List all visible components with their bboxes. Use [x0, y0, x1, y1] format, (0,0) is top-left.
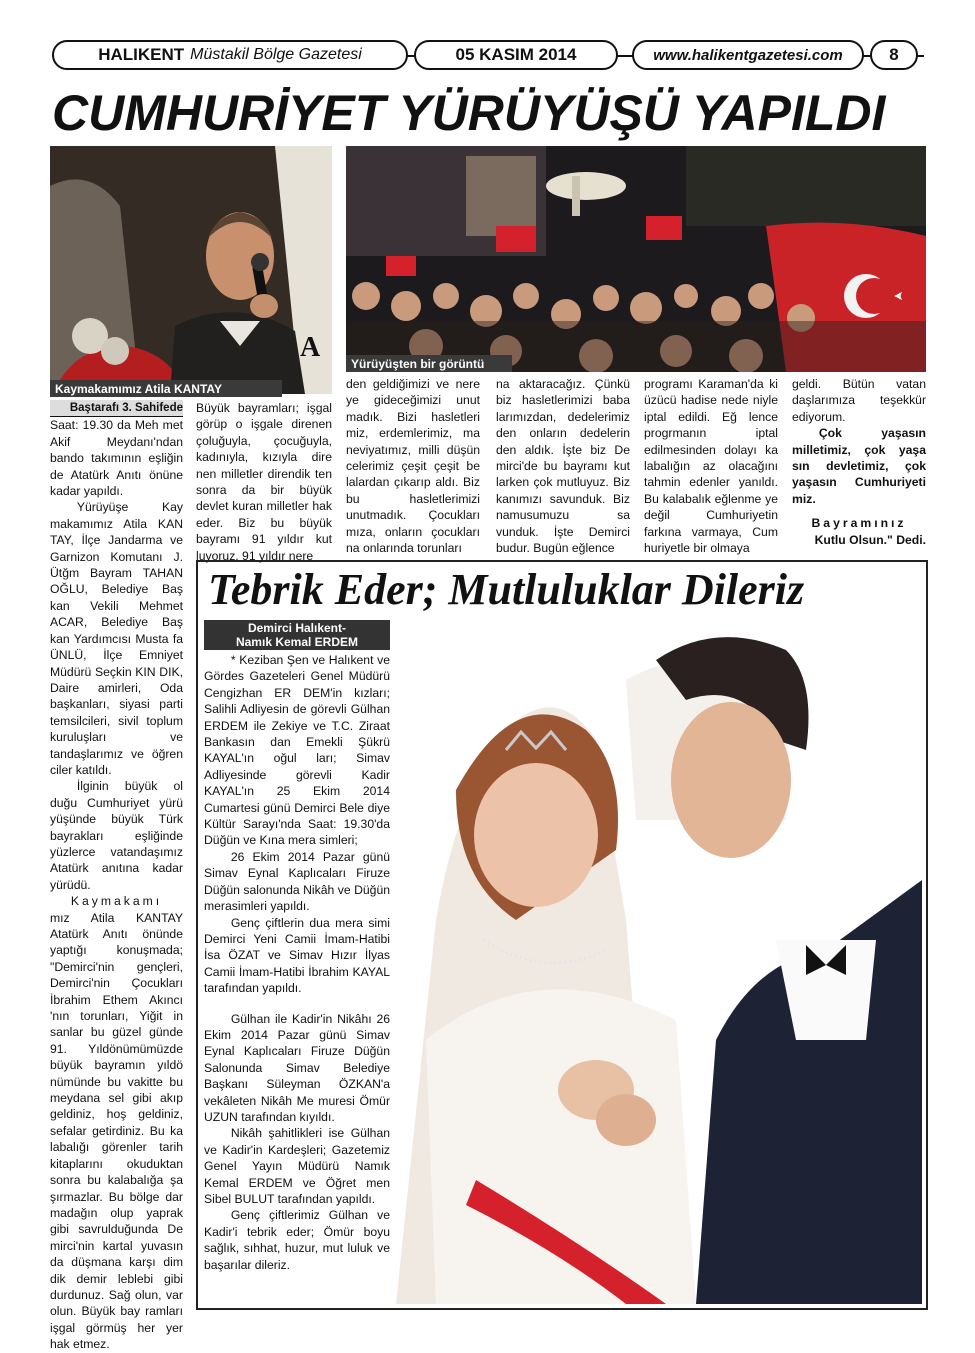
article-col2-text: Büyük bayramları; işgal görüp o işgale direnen çoluğuyla, çocuğuyla, kadınıyla, kızıyla dire nen milletler direndik ten sonra da bir büyük devlet kuran milletler hak eder. Biz bu büyük bayramı 91 yıldır kut luyoruz. 91 yıldır nere — [196, 401, 332, 563]
wedding-paragraph-2: 26 Ekim 2014 Pazar günü Simav Eynal Kaplıcaları Firuze Düğün salonunda Nikâh ve Düğün merasimleri yapıldı. — [204, 849, 390, 914]
article-col1-p2: Yürüyüşe Kay makamımız Atila KAN TAY, İlçe Jandarma ve Garnizon Komutanı J. Ütğm Bayram TAHAN OĞLU, Belediye Baş kan Vekili Mehmet ACAR, Belediye Baş kan Yardımcısı Musta fa ÜNLÜ, İlçe Emniyet Müdürü Seçkin KIN DIK, Daire amirleri, Oda başkanları, siyasi parti temsilcileri, sivil toplum kuruluşları ve tandaşlarımız ve öğren ciler katıldı. — [50, 500, 183, 777]
speaker-photo — [50, 146, 332, 394]
wedding-sender-line2: Namık Kemal ERDEM — [235, 635, 359, 649]
article-column-6 — [792, 376, 926, 548]
article-col1-p3: İlginin büyük ol duğu Cumhuriyet yürü yüşünde büyük Türk bayrakları eşliğinde yüzlerce vatandaşımız Atatürk anıtına kadar yürüdü. — [50, 779, 183, 892]
article-col6-intro: geldi. Bütün vatan daşlarımıza teşekkür ediyorum. — [792, 377, 926, 424]
article-col6-closing-1: Bayramınız — [811, 516, 907, 531]
article-column-1 — [50, 400, 183, 1353]
article-column-5 — [644, 376, 778, 556]
speaker-photo-graphic — [50, 146, 332, 394]
article-col4-text: na aktaracağız. Çünkü biz hasletlerimizi baba larımızdan, dedelerimiz den onların dedelerin den aldık. İşte biz De mirci'de bu bayramı kut larken çok mutluyuz. Biz kanımızı savunduk. Biz namusumuzu sa vunduk. İşte Demirci budur. Bugün eğlence — [496, 377, 630, 556]
wedding-text-column — [204, 652, 390, 1273]
page-number: 8 — [889, 45, 899, 64]
crowd-photo-graphic — [346, 146, 926, 372]
article-col1-p1: Saat: 19.30 da Meh met Akif Meydanı'ndan bando takımının eşliğin de Atatürk Anıtı önüne kadar yapıldı. — [50, 418, 183, 499]
masthead-brand: HALIKENT — [98, 45, 185, 64]
article-col1-p4: Kaymakamı — [70, 894, 163, 909]
masthead-brand-pill — [52, 40, 408, 70]
article-column-4 — [496, 376, 630, 556]
article-col6-bold: Çok yaşasın milletimiz, çok yaşa sın devletimiz, çok yaşasın Cumhuriyeti miz. — [792, 426, 926, 506]
wedding-paragraph-3: Genç çiftlerin dua mera simi Demirci Yeni Camii İmam-Hatibi İsa ÖZAT ve Simav Hızır İlyas Camii İmam-Hatibi İbrahim KAYAL tarafından yapıldı. — [204, 915, 390, 996]
wedding-paragraph-6: Genç çiftlerimiz Gülhan ve Kadir'i tebrik eder; Ömür boyu sağlık, sıhhat, huzur, mut luluk ve başarılar dileriz. — [204, 1208, 390, 1272]
wedding-sender-tag — [204, 620, 390, 650]
wedding-couple-photo — [396, 620, 922, 1304]
svg-text:A: A — [300, 332, 321, 363]
page-number-pill — [870, 40, 918, 70]
masthead-subtitle: Müstakil Bölge Gazetesi — [190, 46, 362, 63]
wedding-paragraph-1: * Keziban Şen ve Halıkent ve Gördes Gazeteleri Genel Müdürü Cengizhan ER DEM'in kızları; Salihli Adliyesin de görevli Gülhan ERDEM ile Zekiye ve T.C. Ziraat Bankasın dan Emekli Şükrü KAYAL'ın oğul ları; Simav Adliyesinde görevli Kadir KAYAL'ın 25 Ekim 2014 Cumartesi günü Demirci Bele diye Kültür Sarayı'nda Saat: 19.30'da Düğün ve Kına mera simleri; — [204, 653, 390, 848]
crowd-photo — [346, 146, 926, 372]
article-col5-text: programı Karaman'da ki üzücü hadise nede niyle iptal edildi. Eğ lence progrmanın iptal edilmesinden dolayı ka labalığın az olacağını tahmin edenler yanıldı. Bu kalabalık eğlenme ye değil Cumhuriyetin farkına varmaya, Cum huriyetle bir olmaya — [644, 377, 778, 556]
wedding-paragraph-4: Gülhan ile Kadir'in Nikâhı 26 Ekim 2014 Pazar günü Simav Eynal Kaplıcaları Firuze Düğün Salonunda Simav Belediye Başkanı Süleyman ÖZKAN'a vekâleten Nikâh Me muresi Ömür UZUN tarafından kıyıldı. — [204, 1011, 390, 1124]
masthead-website-pill[interactable] — [632, 40, 864, 70]
article-col1-p5: mız Atila KANTAY Atatürk Anıtı önünde yaptığı konuşmada; "Demirci'nin gençleri, Demirci'nin Çocukları İbrahim Ethem Akıncı 'nın torunları, Yiğit in sanlar bu güzel günde 91. Yıldönümümüzde büyük bayramın yıldö nümünde bu vakitte bu meydana sel gibi akıp geldiniz, hoş geldiniz, sefalar getirdiniz. Bu ka labalığı görenler tarih kitaplarını okuduktan sonra bu kalabalığa şa şırmazlar. Bu bölge dar madağın olup yaprak gibi savrulduğunda De mirci'nin kartal yuvasın da düşmana karşı dim dik demir leblebi gibi durdunuz. Sağ olun, var olun. Büyük bay ramları işgal görmüş her yer hak etmez. — [50, 910, 183, 1352]
article-column-3 — [346, 376, 480, 556]
wedding-sender-line1: Demirci Halıkent- — [247, 621, 347, 635]
wedding-title: Tebrik Eder; Mutluluklar Dileriz — [208, 565, 805, 614]
crowd-photo-caption: Yürüyüşten bir görüntü — [346, 355, 512, 372]
wedding-couple-graphic — [396, 620, 922, 1304]
article-column-2 — [196, 400, 332, 564]
article-col6-closing-2: Kutlu Olsun." Dedi. — [814, 532, 926, 547]
continued-label: Baştarafı 3. Sahifede — [50, 400, 183, 417]
speaker-photo-caption: Kaymakamımız Atila KANTAY — [50, 380, 282, 397]
main-headline: CUMHURİYET YÜRÜYÜŞÜ YAPILDI — [52, 85, 886, 141]
wedding-paragraph-5: Nikâh şahitlikleri ise Gülhan ve Kadir'in Kardeşleri; Gazetemiz Genel Yayın Müdürü Namık Kemal ERDEM ve Öğret men Sibel BULUT tarafından yapıldı. — [204, 1126, 390, 1206]
masthead-website-link[interactable]: www.halikentgazetesi.com — [653, 46, 843, 64]
article-col3-text: den geldiğimizi ve nere ye gideceğimizi unut madık. Bizi hasletleri miz, erdemlerimiz, ma neviyatımız, milli düşün celerimiz çeşit çeşit be lalardan çıkarıp aldı. Biz bu hasletlerimizi unutmadık. Çocukları mıza, onların çocukları na onlarında torunları — [346, 377, 480, 556]
masthead-date-pill — [414, 40, 618, 70]
masthead-date: 05 KASIM 2014 — [455, 45, 577, 64]
